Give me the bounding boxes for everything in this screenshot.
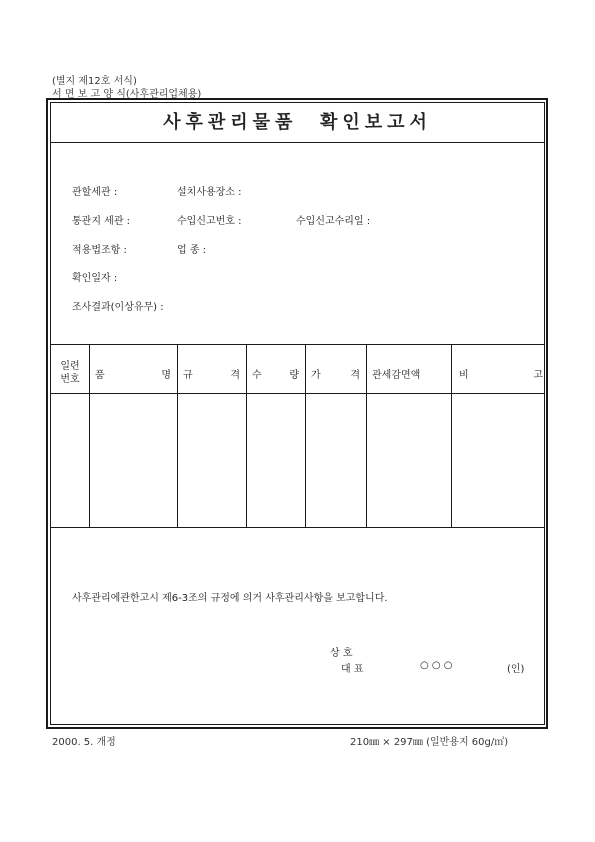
form-type: 서 면 보 고 양 식(사후관리업체용) [52, 89, 202, 100]
col-header-qty [246, 353, 305, 393]
col-header-tax [366, 353, 451, 393]
clearance-office-label: 통관지 세관 : [72, 216, 131, 227]
form-number: (별지 제12호 서식) [52, 76, 137, 87]
import-accept-date-label: 수입신고수리일 : [296, 216, 371, 227]
table-header-line [51, 393, 544, 394]
col-header-spec [177, 353, 246, 393]
col-header-qty-a: 수 [252, 369, 262, 381]
paper-size-note: 210㎜ × 297㎜ (일반용지 60g/㎡) [350, 737, 509, 748]
declaration-text: 사후관리에관한고시 제6-3조의 규정에 의거 사후관리사항을 보고합니다. [72, 593, 388, 604]
col-header-item-a: 품 [95, 369, 105, 381]
col-header-note-a: 비 [459, 369, 469, 381]
col-header-price-a: 가 [311, 369, 321, 381]
col-header-item [89, 353, 177, 393]
install-location-label: 설치사용장소 : [177, 187, 242, 198]
col-header-qty-b: 량 [289, 369, 299, 381]
business-type-label: 업 종 : [177, 245, 207, 256]
col-header-item-b: 명 [161, 369, 171, 381]
applicable-law-label: 적용법조항 : [72, 245, 127, 256]
customs-office-label: 관할세관 : [72, 187, 118, 198]
representative-label: 대 표 [341, 664, 364, 675]
seal-mark: (인) [507, 664, 525, 675]
col-header-spec-b: 격 [230, 369, 240, 381]
col-header-note-b: 고 [533, 369, 543, 381]
col-header-note [451, 353, 547, 393]
company-label: 상 호 [330, 648, 353, 659]
revision-note: 2000. 5. 개정 [52, 737, 116, 748]
col-header-tax-label: 관세감면액 [372, 369, 421, 381]
col-header-serial-line2: 번호 [60, 374, 80, 385]
form-title: 사후관리물품 확인보고서 [51, 103, 544, 143]
confirm-date-label: 확인일자 : [72, 273, 118, 284]
table-top-line [51, 344, 544, 345]
import-decl-no-label: 수입신고번호 : [177, 216, 242, 227]
col-header-serial-line1: 일련 [60, 361, 80, 372]
col-header-price [305, 353, 366, 393]
form-inner-border [50, 102, 545, 725]
report-form [46, 98, 548, 729]
inspection-result-label: 조사결과(이상유무) : [72, 302, 164, 313]
representative-name: ○ ○ ○ [420, 660, 453, 671]
col-header-spec-a: 규 [183, 369, 193, 381]
col-header-serial [51, 353, 89, 393]
col-header-price-b: 격 [350, 369, 360, 381]
table-bottom-line [51, 527, 544, 528]
